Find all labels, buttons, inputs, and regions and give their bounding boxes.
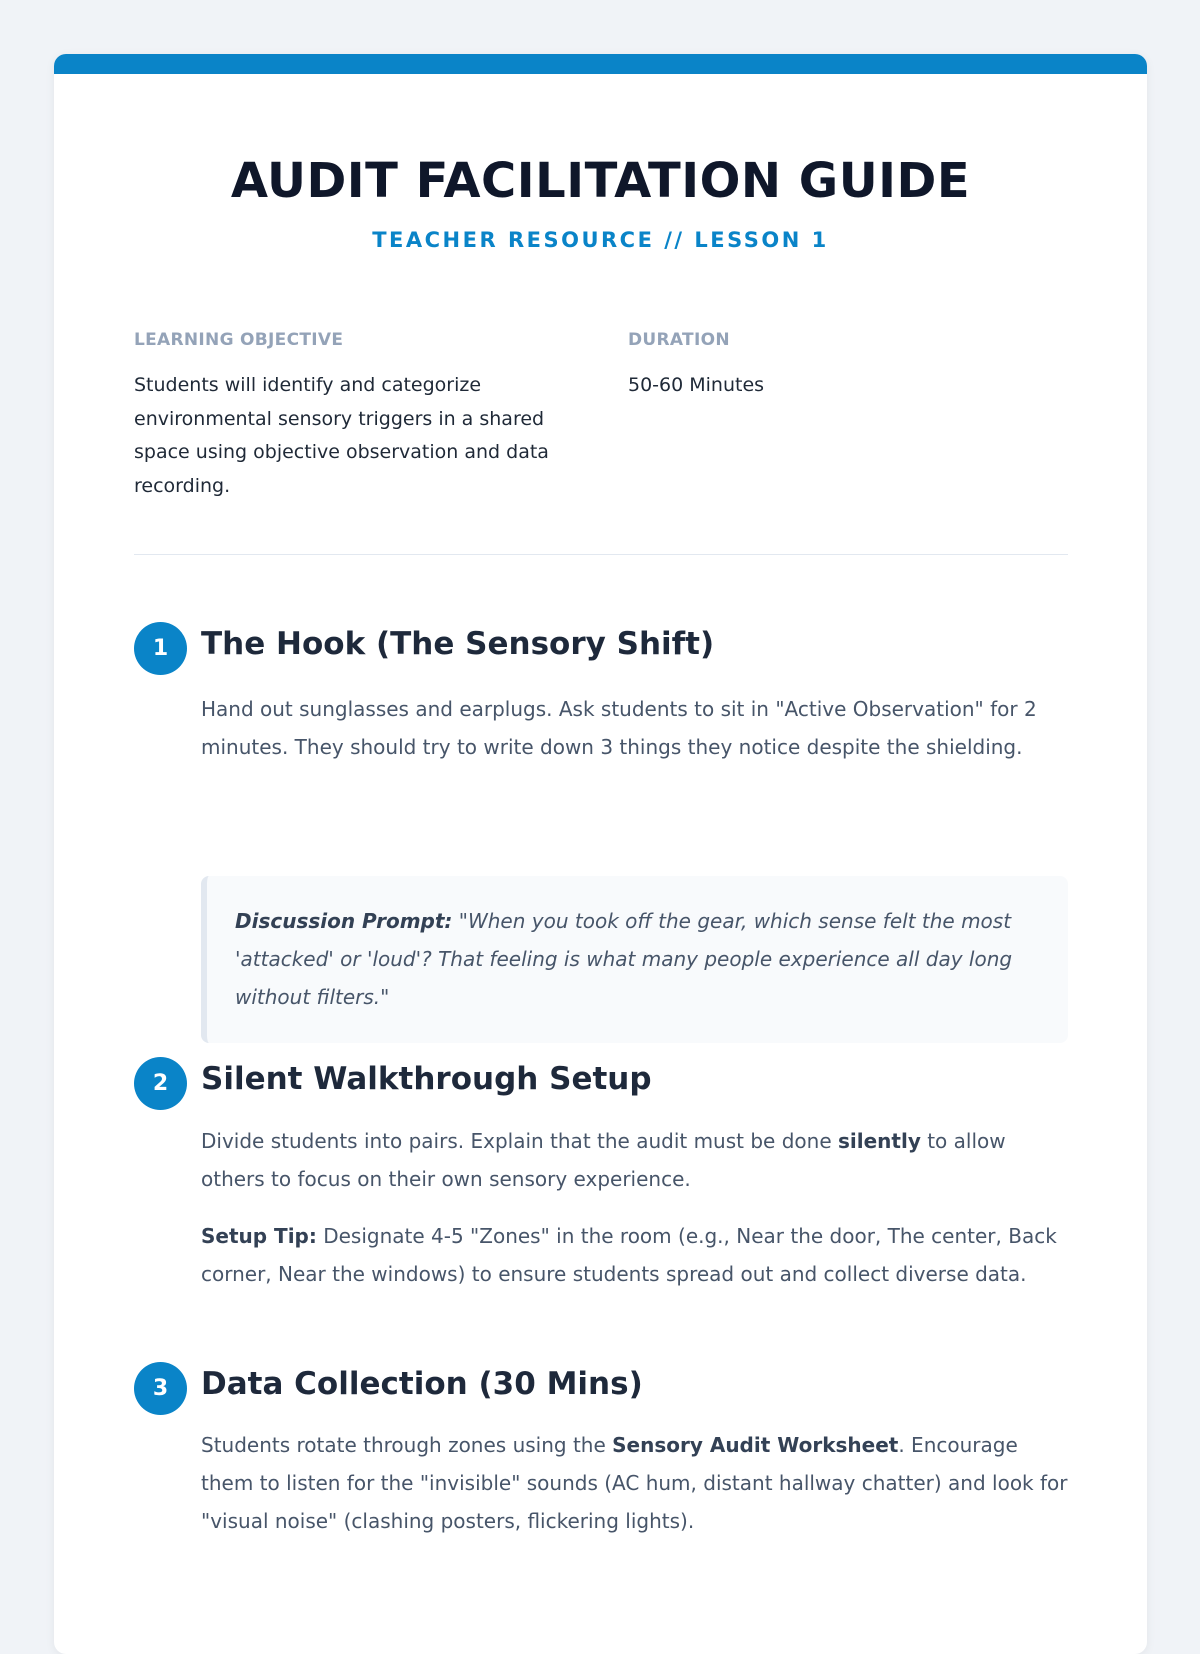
step-body: Hand out sunglasses and earplugs. Ask students to sit in "Active Observation" for 2 minutes. They should try to write down 3 things they notice despite the shielding. bbox=[201, 697, 1037, 759]
body-text: . Encourage them to listen for the "invisible" sounds (AC hum, distant hallway chatter) and look for "visual noise" (clashing posters, flickering lights). bbox=[201, 1433, 1068, 1533]
guide-card bbox=[54, 54, 1147, 1654]
step-number-badge: 1 bbox=[134, 622, 187, 675]
body-text: Students rotate through zones using the bbox=[201, 1433, 613, 1457]
page-subtitle: TEACHER RESOURCE // LESSON 1 bbox=[372, 228, 829, 252]
body-text: to allow others to focus on their own sensory experience. bbox=[201, 1129, 1006, 1191]
tip-label: Setup Tip: bbox=[201, 1224, 317, 1248]
body-emphasis: Sensory Audit Worksheet bbox=[612, 1433, 899, 1457]
discussion-prompt-callout bbox=[201, 876, 1068, 1043]
tip-text: Designate 4-5 "Zones" in the room (e.g., Near the door, The center, Back corner, Near the windows) to ensure students spread out and collect diverse data. bbox=[201, 1224, 1057, 1286]
callout-label: Discussion Prompt: bbox=[235, 909, 453, 933]
objective-label: LEARNING OBJECTIVE bbox=[134, 330, 344, 350]
lesson-meta bbox=[134, 329, 1068, 529]
body-text: Divide students into pairs. Explain that the audit must be done bbox=[201, 1129, 838, 1153]
step-title: Silent Walkthrough Setup bbox=[201, 1061, 652, 1097]
step-body bbox=[201, 1426, 1068, 1540]
section-divider bbox=[134, 554, 1068, 555]
setup-tip bbox=[201, 1217, 1068, 1293]
accent-bar bbox=[54, 54, 1147, 74]
step-number-badge: 3 bbox=[134, 1362, 187, 1415]
duration-value: 50-60 Minutes bbox=[628, 374, 765, 396]
step-title: Data Collection (30 Mins) bbox=[201, 1366, 643, 1402]
page-title: AUDIT FACILITATION GUIDE bbox=[230, 153, 971, 209]
header bbox=[54, 74, 1147, 253]
step-body bbox=[201, 1122, 1068, 1198]
objective-block bbox=[134, 329, 574, 503]
duration-block bbox=[628, 329, 1048, 403]
body-emphasis: silently bbox=[837, 1129, 921, 1153]
callout-text: "When you took off the gear, which sense felt the most 'attacked' or 'loud'? That feeling is what many people experience all day long without filters." bbox=[235, 909, 1013, 1009]
step-title: The Hook (The Sensory Shift) bbox=[201, 626, 715, 662]
duration-label: DURATION bbox=[628, 330, 730, 350]
objective-text: Students will identify and categorize environmental sensory triggers in a shared space using objective observation and data recording. bbox=[134, 374, 549, 497]
step-number-badge: 2 bbox=[134, 1057, 187, 1110]
